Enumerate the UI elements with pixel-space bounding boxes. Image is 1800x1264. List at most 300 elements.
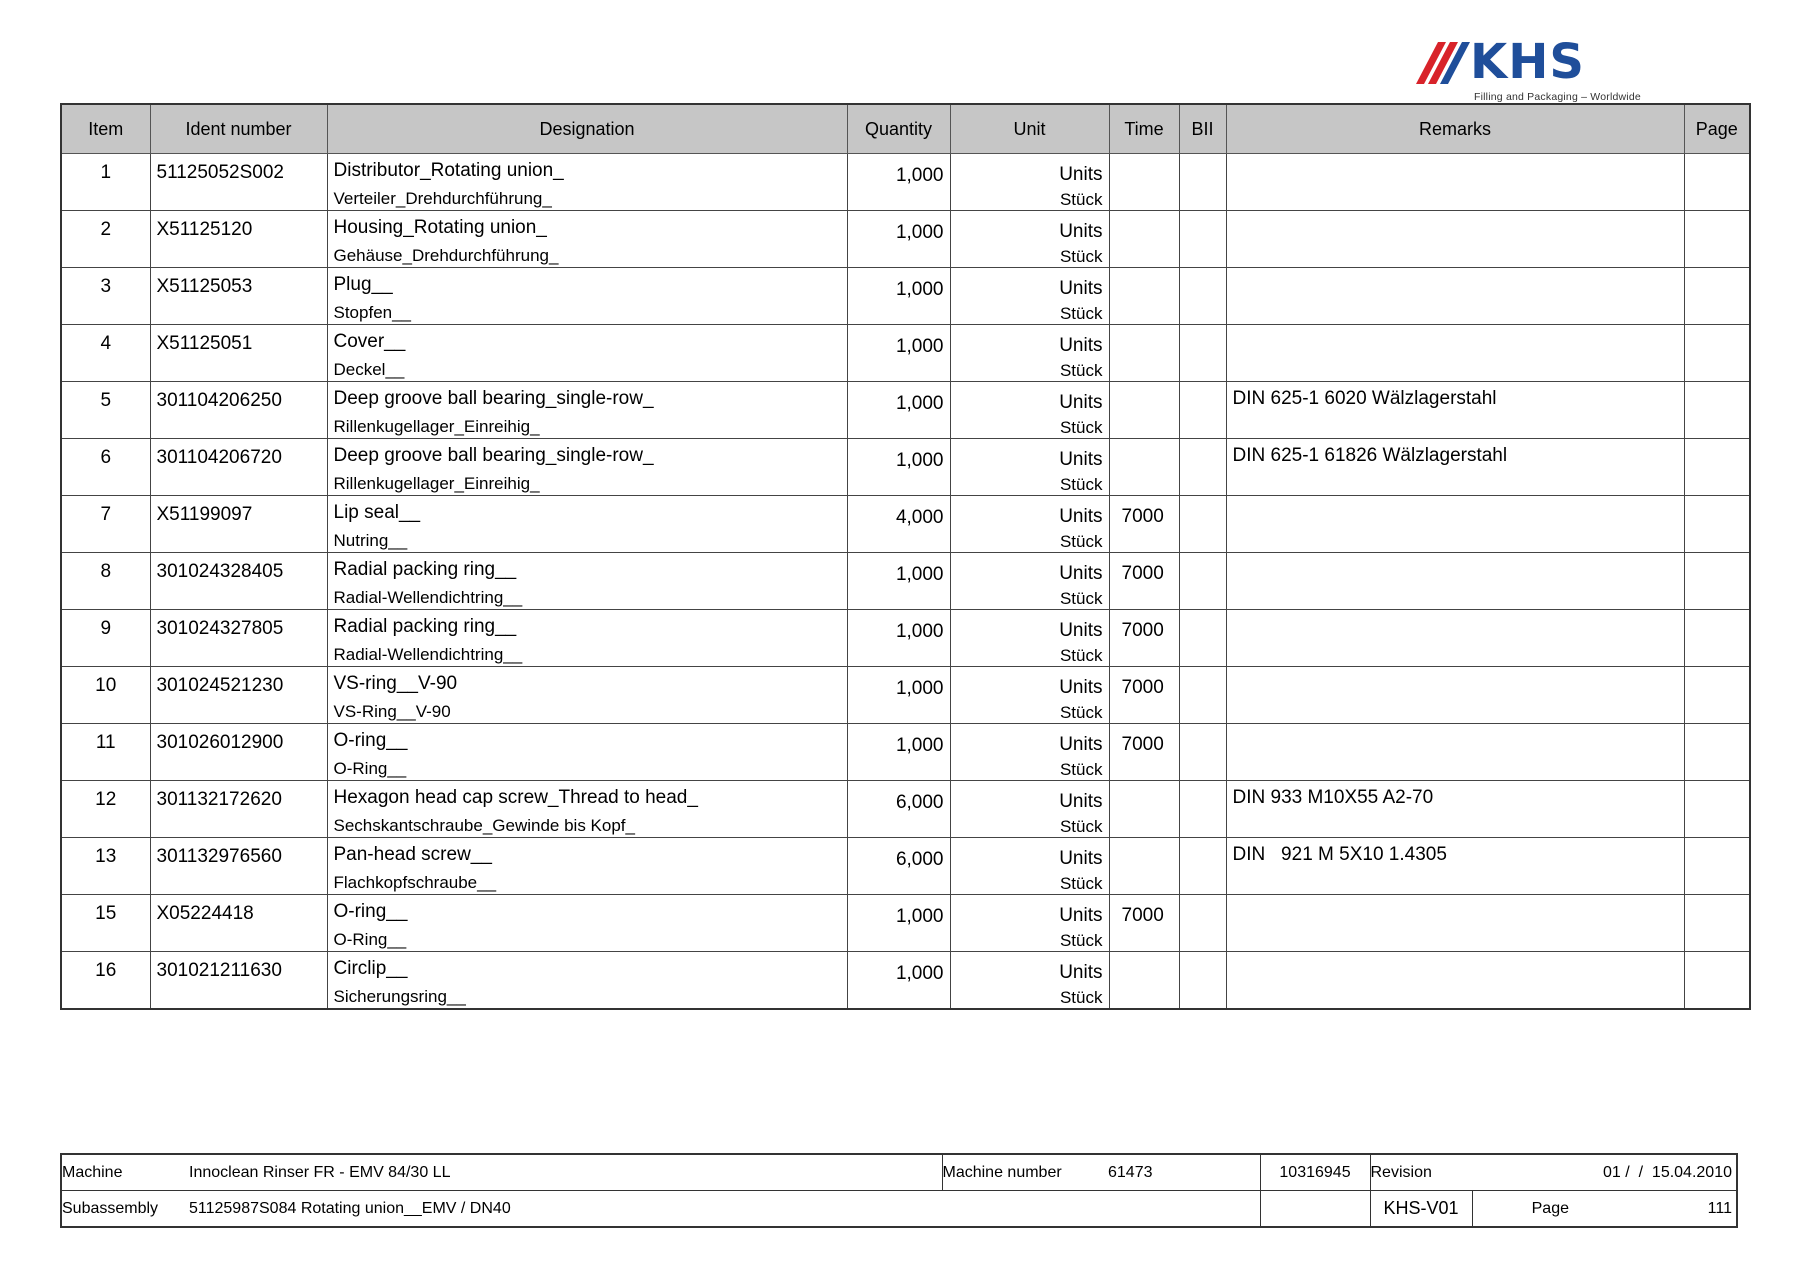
cell-quantity bbox=[847, 382, 950, 439]
unit-en: Units bbox=[1059, 734, 1103, 755]
designation-de: Flachkopfschraube__ bbox=[333, 873, 497, 892]
col-remarks: Remarks bbox=[1226, 104, 1684, 154]
unit-en: Units bbox=[1059, 449, 1103, 470]
cell-remarks bbox=[1226, 895, 1684, 952]
unit-en: Units bbox=[1059, 221, 1103, 242]
cell-unit bbox=[950, 838, 1109, 895]
cell-quantity bbox=[847, 952, 950, 1010]
time-value bbox=[1110, 382, 1179, 392]
cell-quantity bbox=[847, 268, 950, 325]
item-number: 9 bbox=[100, 618, 112, 639]
remarks-value bbox=[1227, 895, 1684, 901]
cell-time bbox=[1109, 325, 1179, 382]
cell-remarks bbox=[1226, 553, 1684, 610]
designation-de: Sechskantschraube_Gewinde bis Kopf_ bbox=[333, 816, 635, 835]
unit-en: Units bbox=[1059, 677, 1103, 698]
time-value bbox=[1110, 154, 1179, 164]
khs-logo bbox=[1416, 34, 1641, 106]
designation-en: Pan-head screw__ bbox=[333, 844, 492, 865]
cell-bil bbox=[1179, 895, 1226, 952]
cell-quantity bbox=[847, 439, 950, 496]
cell-page bbox=[1684, 895, 1750, 952]
ident-number: X51125053 bbox=[156, 276, 253, 297]
cell-designation bbox=[327, 154, 847, 211]
item-number: 10 bbox=[95, 675, 117, 696]
table-row bbox=[61, 496, 1750, 553]
cell-item bbox=[61, 781, 150, 838]
designation-en: Distributor_Rotating union_ bbox=[333, 160, 564, 181]
cell-designation bbox=[327, 724, 847, 781]
unit-de: Stück bbox=[1059, 931, 1103, 950]
page-number: 111 bbox=[1577, 1191, 1737, 1228]
cell-bil bbox=[1179, 667, 1226, 724]
machine-label: Machine bbox=[61, 1154, 183, 1191]
designation-en: Lip seal__ bbox=[333, 502, 421, 523]
cell-unit bbox=[950, 325, 1109, 382]
unit-de: Stück bbox=[1059, 418, 1103, 437]
table-header-row bbox=[61, 104, 1750, 154]
table-row bbox=[61, 268, 1750, 325]
cell-ident bbox=[150, 496, 327, 553]
cell-unit bbox=[950, 553, 1109, 610]
unit-en: Units bbox=[1059, 563, 1103, 584]
cell-remarks bbox=[1226, 724, 1684, 781]
cell-time bbox=[1109, 952, 1179, 1010]
cell-designation bbox=[327, 952, 847, 1010]
quantity-value: 1,000 bbox=[895, 450, 944, 471]
remarks-value bbox=[1227, 211, 1684, 217]
designation-en: Radial packing ring__ bbox=[333, 616, 517, 637]
remarks-value: DIN 921 M 5X10 1.4305 bbox=[1232, 844, 1447, 865]
unit-en: Units bbox=[1059, 278, 1103, 299]
cell-item bbox=[61, 724, 150, 781]
cell-item bbox=[61, 610, 150, 667]
cell-designation bbox=[327, 610, 847, 667]
cell-remarks bbox=[1226, 610, 1684, 667]
unit-de: Stück bbox=[1059, 532, 1103, 551]
unit-de: Stück bbox=[1059, 190, 1103, 209]
subassembly-label: Subassembly bbox=[61, 1191, 183, 1228]
unit-en: Units bbox=[1059, 905, 1103, 926]
cell-designation bbox=[327, 496, 847, 553]
machine-number-value: 61473 bbox=[1100, 1154, 1260, 1191]
cell-bil bbox=[1179, 325, 1226, 382]
cell-page bbox=[1684, 781, 1750, 838]
cell-designation bbox=[327, 895, 847, 952]
ident-number: 301026012900 bbox=[156, 732, 284, 753]
cell-time bbox=[1109, 211, 1179, 268]
cell-unit bbox=[950, 496, 1109, 553]
cell-quantity bbox=[847, 211, 950, 268]
cell-page bbox=[1684, 496, 1750, 553]
ident-number: X05224418 bbox=[156, 903, 254, 924]
unit-de: Stück bbox=[1059, 589, 1103, 608]
cell-page bbox=[1684, 952, 1750, 1010]
unit-en: Units bbox=[1059, 506, 1103, 527]
cell-time bbox=[1109, 667, 1179, 724]
quantity-value: 1,000 bbox=[895, 165, 944, 186]
time-value: 7000 bbox=[1121, 563, 1164, 584]
remarks-value: DIN 625-1 6020 Wälzlagerstahl bbox=[1232, 388, 1497, 409]
time-value: 7000 bbox=[1121, 905, 1164, 926]
cell-ident bbox=[150, 667, 327, 724]
cell-ident bbox=[150, 211, 327, 268]
cell-item bbox=[61, 325, 150, 382]
unit-de: Stück bbox=[1059, 247, 1103, 266]
cell-remarks bbox=[1226, 211, 1684, 268]
cell-page bbox=[1684, 838, 1750, 895]
remarks-value bbox=[1227, 610, 1684, 616]
remarks-value bbox=[1227, 952, 1684, 958]
cell-remarks bbox=[1226, 268, 1684, 325]
khs-logo-tagline: Filling and Packaging – Worldwide bbox=[1474, 91, 1641, 103]
cell-unit bbox=[950, 382, 1109, 439]
cell-unit bbox=[950, 781, 1109, 838]
cell-item bbox=[61, 838, 150, 895]
table-row bbox=[61, 325, 1750, 382]
cell-bil bbox=[1179, 211, 1226, 268]
cell-bil bbox=[1179, 439, 1226, 496]
table-row bbox=[61, 439, 1750, 496]
item-number: 11 bbox=[95, 732, 116, 753]
time-value bbox=[1110, 325, 1179, 335]
cell-ident bbox=[150, 553, 327, 610]
unit-en: Units bbox=[1059, 335, 1103, 356]
cell-item bbox=[61, 895, 150, 952]
cell-bil bbox=[1179, 553, 1226, 610]
cell-ident bbox=[150, 781, 327, 838]
unit-de: Stück bbox=[1059, 760, 1103, 779]
designation-en: Plug__ bbox=[333, 274, 393, 295]
cell-remarks bbox=[1226, 325, 1684, 382]
designation-en: Deep groove ball bearing_single-row_ bbox=[333, 388, 654, 409]
ident-number: 301132976560 bbox=[156, 846, 282, 867]
col-bil: BII bbox=[1179, 104, 1226, 154]
remarks-value: DIN 933 M10X55 A2-70 bbox=[1232, 787, 1434, 808]
table-row bbox=[61, 667, 1750, 724]
cell-quantity bbox=[847, 838, 950, 895]
cell-item bbox=[61, 952, 150, 1010]
cell-remarks bbox=[1226, 838, 1684, 895]
cell-page bbox=[1684, 325, 1750, 382]
version-label: KHS-V01 bbox=[1370, 1191, 1472, 1228]
table-row bbox=[61, 154, 1750, 211]
cell-page bbox=[1684, 724, 1750, 781]
unit-de: Stück bbox=[1059, 361, 1103, 380]
parts-list-table bbox=[60, 103, 1751, 1010]
table-row bbox=[61, 382, 1750, 439]
table-row bbox=[61, 211, 1750, 268]
cell-unit bbox=[950, 667, 1109, 724]
item-number: 4 bbox=[100, 333, 112, 354]
designation-de: Radial-Wellendichtring__ bbox=[333, 645, 523, 664]
designation-de: Rillenkugellager_Einreihig_ bbox=[333, 474, 540, 493]
cell-time bbox=[1109, 553, 1179, 610]
unit-de: Stück bbox=[1059, 304, 1103, 323]
remarks-value bbox=[1227, 268, 1684, 274]
quantity-value: 1,000 bbox=[895, 279, 944, 300]
quantity-value: 1,000 bbox=[895, 963, 944, 984]
cell-ident bbox=[150, 895, 327, 952]
designation-en: O-ring__ bbox=[333, 730, 408, 751]
designation-de: Deckel__ bbox=[333, 360, 405, 379]
cell-bil bbox=[1179, 781, 1226, 838]
ident-number: 301132172620 bbox=[156, 789, 282, 810]
col-quantity: Quantity bbox=[847, 104, 950, 154]
cell-remarks bbox=[1226, 154, 1684, 211]
designation-en: Housing_Rotating union_ bbox=[333, 217, 547, 238]
revision-label: Revision bbox=[1370, 1154, 1472, 1191]
title-block bbox=[60, 1153, 1738, 1228]
cell-unit bbox=[950, 610, 1109, 667]
designation-de: Sicherungsring__ bbox=[333, 987, 466, 1006]
ident-number: 301104206250 bbox=[156, 390, 282, 411]
designation-en: Hexagon head cap screw_Thread to head_ bbox=[333, 787, 698, 808]
cell-bil bbox=[1179, 382, 1226, 439]
table-row bbox=[61, 553, 1750, 610]
quantity-value: 1,000 bbox=[895, 336, 944, 357]
designation-de: Stopfen__ bbox=[333, 303, 412, 322]
time-value bbox=[1110, 952, 1179, 962]
ident-number: 301024521230 bbox=[156, 675, 284, 696]
cell-unit bbox=[950, 439, 1109, 496]
remarks-value bbox=[1227, 724, 1684, 730]
time-value: 7000 bbox=[1121, 734, 1164, 755]
time-value: 7000 bbox=[1121, 506, 1164, 527]
remarks-value bbox=[1227, 553, 1684, 559]
cell-item bbox=[61, 667, 150, 724]
cell-ident bbox=[150, 382, 327, 439]
col-ident-number: Ident number bbox=[150, 104, 327, 154]
cell-quantity bbox=[847, 667, 950, 724]
cell-ident bbox=[150, 724, 327, 781]
col-time: Time bbox=[1109, 104, 1179, 154]
table-row bbox=[61, 724, 1750, 781]
document-number: 10316945 bbox=[1260, 1154, 1370, 1191]
subassembly-value: 51125987S084 Rotating union__EMV / DN40 bbox=[183, 1191, 1260, 1228]
ident-number: 301024328405 bbox=[156, 561, 284, 582]
cell-item bbox=[61, 382, 150, 439]
time-value bbox=[1110, 838, 1179, 848]
cell-quantity bbox=[847, 553, 950, 610]
cell-ident bbox=[150, 838, 327, 895]
item-number: 13 bbox=[95, 846, 117, 867]
cell-ident bbox=[150, 952, 327, 1010]
cell-remarks bbox=[1226, 667, 1684, 724]
cell-designation bbox=[327, 838, 847, 895]
cell-unit bbox=[950, 268, 1109, 325]
cell-time bbox=[1109, 781, 1179, 838]
item-number: 7 bbox=[100, 504, 112, 525]
col-designation: Designation bbox=[327, 104, 847, 154]
quantity-value: 1,000 bbox=[895, 906, 944, 927]
cell-quantity bbox=[847, 895, 950, 952]
time-value: 7000 bbox=[1121, 677, 1164, 698]
col-item: Item bbox=[61, 104, 150, 154]
designation-de: Rillenkugellager_Einreihig_ bbox=[333, 417, 540, 436]
item-number: 2 bbox=[100, 219, 112, 240]
cell-unit bbox=[950, 724, 1109, 781]
col-page: Page bbox=[1684, 104, 1750, 154]
khs-logo-mark bbox=[1416, 40, 1470, 88]
ident-number: X51125120 bbox=[156, 219, 253, 240]
cell-ident bbox=[150, 439, 327, 496]
remarks-value bbox=[1227, 154, 1684, 160]
cell-designation bbox=[327, 268, 847, 325]
khs-logo-word: KHS bbox=[1470, 34, 1585, 90]
item-number: 3 bbox=[100, 276, 112, 297]
cell-time bbox=[1109, 496, 1179, 553]
revision-value: 01 / / 15.04.2010 bbox=[1472, 1154, 1737, 1191]
cell-remarks bbox=[1226, 496, 1684, 553]
cell-unit bbox=[950, 154, 1109, 211]
cell-remarks bbox=[1226, 781, 1684, 838]
cell-designation bbox=[327, 553, 847, 610]
cell-unit bbox=[950, 895, 1109, 952]
unit-en: Units bbox=[1059, 164, 1103, 185]
remarks-value bbox=[1227, 325, 1684, 331]
cell-bil bbox=[1179, 952, 1226, 1010]
cell-item bbox=[61, 211, 150, 268]
quantity-value: 6,000 bbox=[895, 792, 944, 813]
designation-en: O-ring__ bbox=[333, 901, 408, 922]
cell-time bbox=[1109, 382, 1179, 439]
cell-unit bbox=[950, 211, 1109, 268]
cell-page bbox=[1684, 268, 1750, 325]
designation-en: Radial packing ring__ bbox=[333, 559, 517, 580]
machine-value: Innoclean Rinser FR - EMV 84/30 LL bbox=[183, 1154, 942, 1191]
ident-number: X51199097 bbox=[156, 504, 253, 525]
quantity-value: 6,000 bbox=[895, 849, 944, 870]
cell-page bbox=[1684, 382, 1750, 439]
ident-number: 301104206720 bbox=[156, 447, 282, 468]
unit-de: Stück bbox=[1059, 817, 1103, 836]
quantity-value: 1,000 bbox=[895, 735, 944, 756]
table-row bbox=[61, 838, 1750, 895]
cell-designation bbox=[327, 382, 847, 439]
unit-de: Stück bbox=[1059, 988, 1103, 1007]
cell-item bbox=[61, 154, 150, 211]
cell-time bbox=[1109, 268, 1179, 325]
cell-time bbox=[1109, 838, 1179, 895]
remarks-value: DIN 625-1 61826 Wälzlagerstahl bbox=[1232, 445, 1508, 466]
table-row bbox=[61, 781, 1750, 838]
item-number: 5 bbox=[100, 390, 112, 411]
designation-en: Circlip__ bbox=[333, 958, 408, 979]
cell-designation bbox=[327, 325, 847, 382]
cell-ident bbox=[150, 610, 327, 667]
unit-en: Units bbox=[1059, 791, 1103, 812]
quantity-value: 1,000 bbox=[895, 222, 944, 243]
designation-de: Verteiler_Drehdurchführung_ bbox=[333, 189, 552, 208]
col-unit: Unit bbox=[950, 104, 1109, 154]
cell-page bbox=[1684, 154, 1750, 211]
designation-de: VS-Ring__V-90 bbox=[333, 702, 451, 721]
cell-time bbox=[1109, 895, 1179, 952]
cell-designation bbox=[327, 781, 847, 838]
item-number: 1 bbox=[100, 162, 112, 183]
cell-quantity bbox=[847, 154, 950, 211]
cell-designation bbox=[327, 439, 847, 496]
ident-number: 301021211630 bbox=[156, 960, 282, 981]
cell-designation bbox=[327, 667, 847, 724]
cell-bil bbox=[1179, 154, 1226, 211]
cell-remarks bbox=[1226, 382, 1684, 439]
designation-de: Gehäuse_Drehdurchführung_ bbox=[333, 246, 559, 265]
time-value bbox=[1110, 211, 1179, 221]
ident-number: X51125051 bbox=[156, 333, 253, 354]
cell-time bbox=[1109, 439, 1179, 496]
cell-quantity bbox=[847, 781, 950, 838]
time-value bbox=[1110, 268, 1179, 278]
cell-bil bbox=[1179, 724, 1226, 781]
cell-quantity bbox=[847, 325, 950, 382]
cell-quantity bbox=[847, 610, 950, 667]
unit-en: Units bbox=[1059, 620, 1103, 641]
item-number: 8 bbox=[100, 561, 112, 582]
unit-en: Units bbox=[1059, 392, 1103, 413]
cell-page bbox=[1684, 439, 1750, 496]
quantity-value: 1,000 bbox=[895, 393, 944, 414]
table-row bbox=[61, 952, 1750, 1010]
cell-page bbox=[1684, 211, 1750, 268]
quantity-value: 4,000 bbox=[895, 507, 944, 528]
designation-en: Deep groove ball bearing_single-row_ bbox=[333, 445, 654, 466]
quantity-value: 1,000 bbox=[895, 678, 944, 699]
item-number: 12 bbox=[95, 789, 117, 810]
cell-page bbox=[1684, 610, 1750, 667]
cell-bil bbox=[1179, 268, 1226, 325]
cell-ident bbox=[150, 268, 327, 325]
cell-quantity bbox=[847, 724, 950, 781]
cell-bil bbox=[1179, 496, 1226, 553]
ident-number: 301024327805 bbox=[156, 618, 284, 639]
table-row bbox=[61, 610, 1750, 667]
cell-ident bbox=[150, 154, 327, 211]
quantity-value: 1,000 bbox=[895, 621, 944, 642]
designation-de: Nutring__ bbox=[333, 531, 408, 550]
unit-de: Stück bbox=[1059, 874, 1103, 893]
ident-number: 51125052S002 bbox=[156, 162, 284, 183]
machine-number-label: Machine number bbox=[942, 1154, 1100, 1191]
designation-de: O-Ring__ bbox=[333, 930, 407, 949]
cell-time bbox=[1109, 154, 1179, 211]
cell-time bbox=[1109, 724, 1179, 781]
table-row bbox=[61, 895, 1750, 952]
unit-de: Stück bbox=[1059, 646, 1103, 665]
cell-time bbox=[1109, 610, 1179, 667]
cell-item bbox=[61, 553, 150, 610]
time-value bbox=[1110, 439, 1179, 449]
cell-item bbox=[61, 268, 150, 325]
item-number: 15 bbox=[95, 903, 117, 924]
item-number: 16 bbox=[95, 960, 117, 981]
unit-de: Stück bbox=[1059, 475, 1103, 494]
cell-remarks bbox=[1226, 439, 1684, 496]
cell-item bbox=[61, 496, 150, 553]
cell-bil bbox=[1179, 610, 1226, 667]
cell-quantity bbox=[847, 496, 950, 553]
quantity-value: 1,000 bbox=[895, 564, 944, 585]
remarks-value bbox=[1227, 667, 1684, 673]
designation-de: Radial-Wellendichtring__ bbox=[333, 588, 523, 607]
cell-unit bbox=[950, 952, 1109, 1010]
unit-en: Units bbox=[1059, 848, 1103, 869]
cell-bil bbox=[1179, 838, 1226, 895]
designation-en: VS-ring__V-90 bbox=[333, 673, 458, 694]
time-value: 7000 bbox=[1121, 620, 1164, 641]
page-label: Page bbox=[1472, 1191, 1577, 1228]
